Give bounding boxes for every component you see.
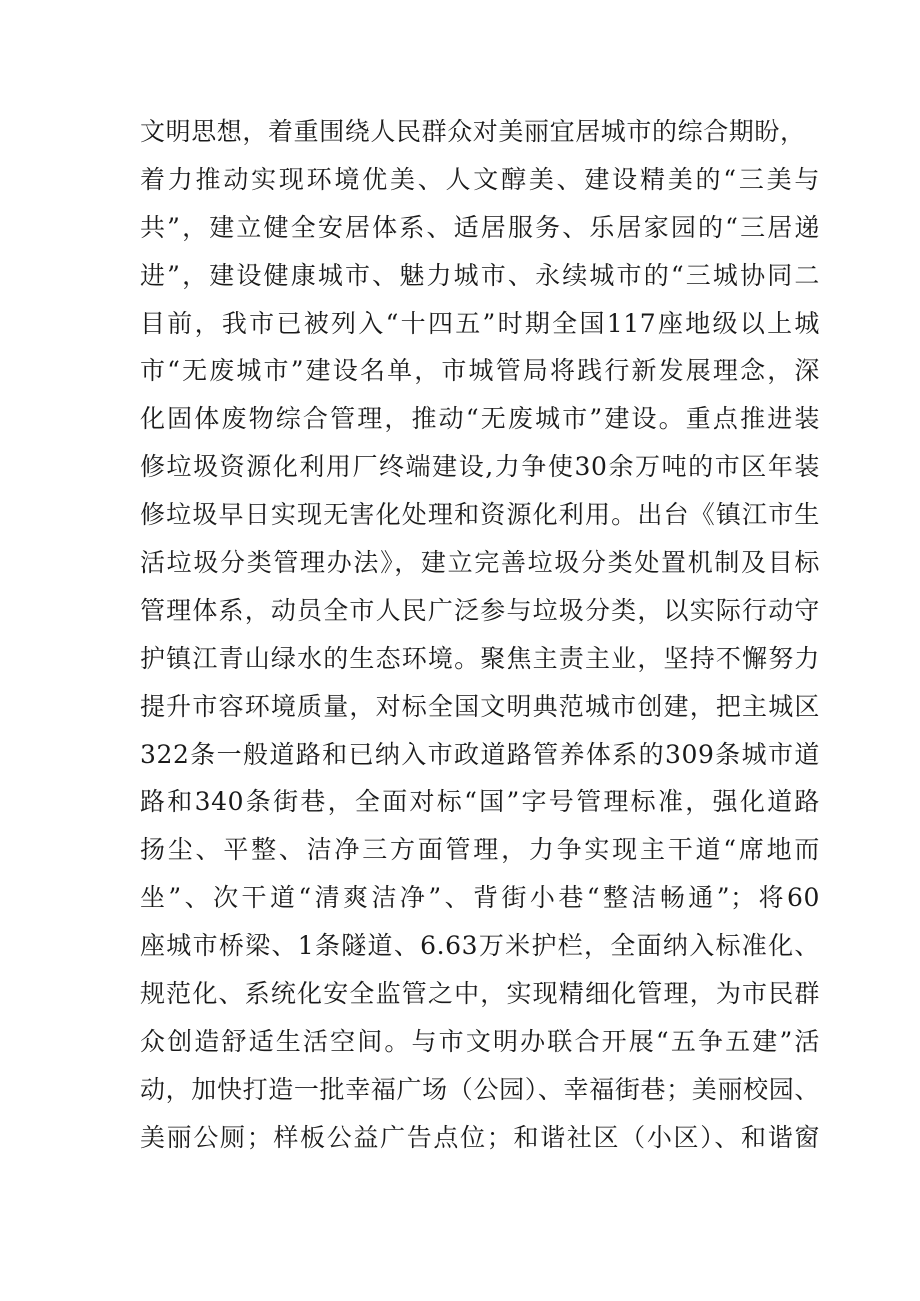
text-line-18: 座城市桥梁、1条隧道、6.63万米护栏，全面纳入标准化、 xyxy=(140,931,820,961)
text-line-11: 管理体系，动员全市人民广泛参与垃圾分类，以实际行动守 xyxy=(140,595,820,625)
text-line-9: 修垃圾早日实现无害化处理和资源化利用。出台《镇江市生 xyxy=(140,500,820,530)
text-line-1: 文明思想，着重围绕人民群众对美丽宜居城市的综合期盼， xyxy=(140,117,806,146)
text-line-17: 坐”、次干道“清爽洁净”、背街小巷“整洁畅通”；将60 xyxy=(140,883,820,913)
text-line-3: 共”，建立健全安居体系、适居服务、乐居家园的“三居递 xyxy=(140,212,820,242)
text-line-5: 目前，我市已被列入“十四五”时期全国117座地级以上城 xyxy=(140,308,820,338)
text-line-19: 规范化、系统化安全监管之中，实现精细化管理，为市民群 xyxy=(140,979,820,1009)
text-line-10: 活垃圾分类管理办法》，建立完善垃圾分类处置机制及目标 xyxy=(140,548,820,578)
text-line-14: 322条一般道路和已纳入市政道路管养体系的309条城市道 xyxy=(140,739,820,769)
body-text xyxy=(140,108,820,1162)
text-line-15: 路和340条街巷，全面对标“国”字号管理标准，强化道路 xyxy=(140,787,820,817)
text-line-16: 扬尘、平整、洁净三方面管理，力争实现主干道“席地而 xyxy=(140,835,820,865)
text-line-6: 市“无废城市”建设名单，市城管局将践行新发展理念，深 xyxy=(140,356,820,386)
text-line-13: 提升市容环境质量，对标全国文明典范城市创建，把主城区 xyxy=(140,691,820,721)
text-line-7: 化固体废物综合管理，推动“无废城市”建设。重点推进装 xyxy=(140,404,820,434)
text-line-8: 修垃圾资源化利用厂终端建设,力争使30余万吨的市区年装 xyxy=(140,452,820,482)
text-line-21: 动，加快打造一批幸福广场（公园）、幸福街巷；美丽校园、 xyxy=(140,1074,820,1104)
text-line-12: 护镇江青山绿水的生态环境。聚焦主责主业，坚持不懈努力 xyxy=(140,643,820,673)
text-line-20: 众创造舒适生活空间。与市文明办联合开展“五争五建”活 xyxy=(140,1026,820,1056)
text-line-22: 美丽公厕；样板公益广告点位；和谐社区（小区）、和谐窗 xyxy=(140,1122,820,1152)
text-line-2: 着力推动实现环境优美、人文醇美、建设精美的“三美与 xyxy=(140,164,820,194)
text-line-4: 进”，建设健康城市、魅力城市、永续城市的“三城协同二 xyxy=(140,260,820,290)
